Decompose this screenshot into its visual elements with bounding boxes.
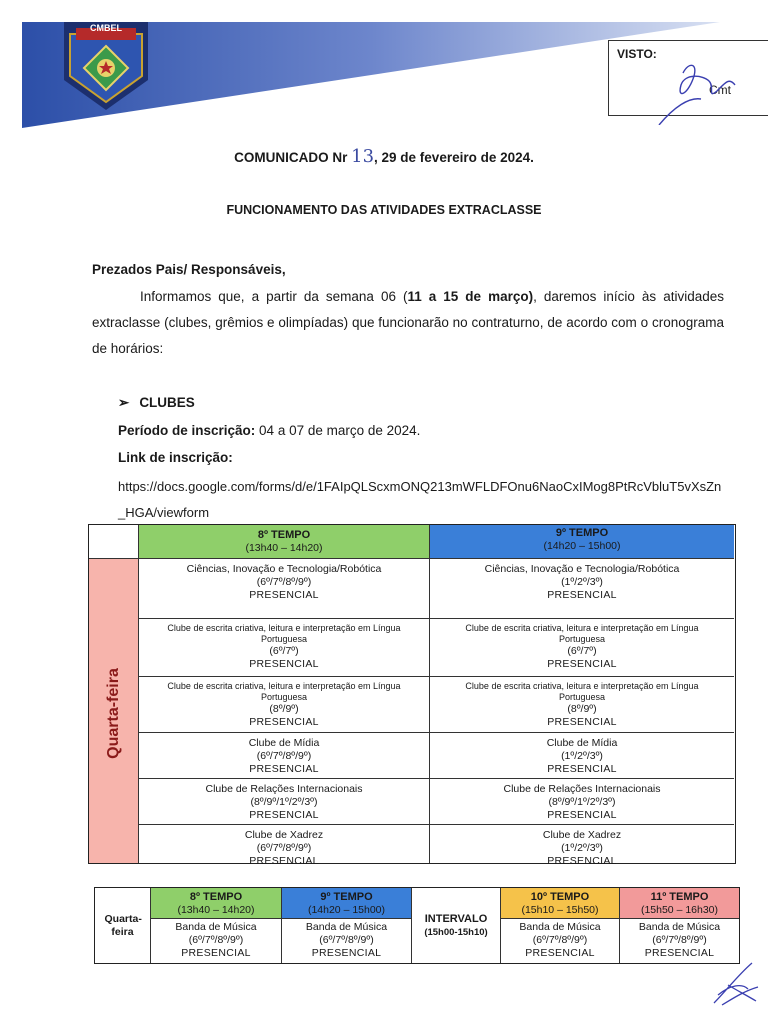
cell-grades: (1º/2º/3º) bbox=[561, 576, 603, 588]
intervalo-cell bbox=[412, 888, 501, 963]
cell-name: Clube de escrita criativa, leitura e interpretação em Língua Portuguesa bbox=[465, 623, 699, 644]
periodo-label: Período de inscrição: bbox=[118, 423, 256, 438]
cell-mode: PRESENCIAL bbox=[249, 809, 319, 821]
cell-mode: PRESENCIAL bbox=[249, 855, 319, 867]
header-time: (14h20 – 15h00) bbox=[307, 904, 386, 916]
cell-grades: (8º/9º/1º/2º/3º) bbox=[250, 796, 318, 808]
cell-mode: PRESENCIAL bbox=[547, 589, 617, 601]
table-cell-left bbox=[139, 559, 430, 619]
cell-grades: (8º/9º) bbox=[567, 703, 597, 715]
cell-mode: PRESENCIAL bbox=[311, 947, 382, 959]
header-time: (14h20 – 15h00) bbox=[543, 540, 621, 552]
cell-grades: (1º/2º/3º) bbox=[561, 842, 603, 854]
cell-name: Clube de escrita criativa, leitura e interpretação em Língua Portuguesa bbox=[167, 623, 401, 644]
table-cell-left bbox=[139, 677, 430, 733]
header-tempo-2 bbox=[501, 888, 620, 919]
link-label: Link de inscrição: bbox=[118, 450, 233, 465]
page-title bbox=[0, 146, 768, 167]
header-time: (15h10 – 15h50) bbox=[521, 904, 599, 916]
cell-name: Clube de Mídia bbox=[248, 737, 320, 749]
para-part2: , daremos início às atividades extraclasse (clubes, grêmios e olimpíadas) que funcionarão no contraturno, de acordo com o cronograma de horários: bbox=[92, 289, 724, 356]
header-tempo-0 bbox=[151, 888, 282, 919]
header-tempo-1 bbox=[282, 888, 412, 919]
table-cell-right bbox=[430, 733, 734, 779]
clubes-heading bbox=[118, 395, 195, 411]
cell-grades: (6º/7º) bbox=[269, 645, 299, 657]
cell-name: Clube de Mídia bbox=[546, 737, 618, 749]
cell-name: Clube de Xadrez bbox=[542, 829, 622, 841]
cell-name: Ciências, Inovação e Tecnologia/Robótica bbox=[186, 563, 382, 575]
table-cell-right bbox=[430, 825, 734, 867]
header-title: 8º TEMPO bbox=[257, 529, 311, 541]
cell-name: Banda de Música bbox=[305, 921, 388, 933]
header-title: 11º TEMPO bbox=[650, 891, 709, 903]
intervalo-time: (15h00-15h10) bbox=[424, 926, 488, 938]
day-label: Quarta-feira bbox=[104, 912, 142, 938]
corner-cell bbox=[89, 525, 139, 559]
cell-mode: PRESENCIAL bbox=[547, 809, 617, 821]
table-cell-right bbox=[430, 559, 734, 619]
table-cell-right bbox=[430, 677, 734, 733]
cell-mode: PRESENCIAL bbox=[249, 589, 319, 601]
title-number: 13 bbox=[351, 146, 375, 167]
cell-grades: (6º/7º/8º/9º) bbox=[319, 934, 374, 946]
school-crest-icon bbox=[60, 22, 152, 112]
cell-name: Clube de Relações Internacionais bbox=[205, 783, 363, 795]
header-title: 9º TEMPO bbox=[320, 891, 373, 903]
header-tempo-3 bbox=[620, 888, 739, 919]
link-url[interactable]: https://docs.google.com/forms/d/e/1FAIpQLScxmONQ213mWFLDFOnu6NaoCxIMog8PtRcVbluT5vXsZn_HGA/viewform bbox=[118, 479, 722, 520]
table-cell-left bbox=[139, 825, 430, 867]
header-title: 8º TEMPO bbox=[189, 891, 243, 903]
cell-mode: PRESENCIAL bbox=[249, 763, 319, 775]
banda-schedule-table bbox=[94, 887, 740, 964]
cell-mode: PRESENCIAL bbox=[547, 658, 617, 670]
day-column bbox=[89, 559, 139, 863]
cell-name: Clube de escrita criativa, leitura e interpretação em Língua Portuguesa bbox=[167, 681, 401, 702]
cell-grades: (6º/7º/8º/9º) bbox=[532, 934, 588, 946]
table-cell bbox=[501, 919, 620, 963]
header-title: 10º TEMPO bbox=[530, 891, 590, 903]
para-bold: 11 a 15 de março) bbox=[407, 289, 534, 304]
visto-box bbox=[608, 40, 768, 116]
cell-name: Banda de Música bbox=[519, 921, 601, 933]
title-prefix: COMUNICADO Nr bbox=[234, 150, 348, 165]
intro-paragraph bbox=[92, 284, 724, 362]
header-time: (15h50 – 16h30) bbox=[640, 904, 719, 916]
cell-mode: PRESENCIAL bbox=[547, 763, 617, 775]
table-cell-left bbox=[139, 779, 430, 825]
cell-grades: (6º/7º/8º/9º) bbox=[652, 934, 707, 946]
periodo-value: 04 a 07 de março de 2024. bbox=[255, 423, 421, 438]
greeting: Prezados Pais/ Responsáveis, bbox=[92, 262, 286, 277]
table-cell bbox=[151, 919, 282, 963]
corner-signature-icon bbox=[708, 955, 764, 1011]
cell-name: Clube de Xadrez bbox=[244, 829, 324, 841]
cell-grades: (6º/7º/8º/9º) bbox=[256, 576, 312, 588]
table-cell bbox=[282, 919, 412, 963]
cell-grades: (8º/9º/1º/2º/3º) bbox=[548, 796, 616, 808]
cell-grades: (6º/7º/8º/9º) bbox=[256, 750, 312, 762]
day-cell bbox=[95, 888, 151, 963]
clubes-title: CLUBES bbox=[139, 395, 195, 410]
table-cell-left bbox=[139, 733, 430, 779]
cell-name: Ciências, Inovação e Tecnologia/Robótica bbox=[484, 563, 680, 575]
arrow-bullet-icon: ➢ bbox=[118, 395, 130, 410]
cell-grades: (6º/7º/8º/9º) bbox=[256, 842, 312, 854]
cmt-label: Cmt bbox=[709, 83, 731, 97]
cell-name: Clube de Relações Internacionais bbox=[503, 783, 661, 795]
header-9-tempo bbox=[430, 525, 734, 559]
cell-mode: PRESENCIAL bbox=[181, 947, 251, 959]
cell-grades: (6º/7º) bbox=[567, 645, 597, 657]
table-cell-right bbox=[430, 779, 734, 825]
cell-mode: PRESENCIAL bbox=[249, 716, 319, 728]
table-cell-left bbox=[139, 619, 430, 677]
cell-name: Banda de Música bbox=[175, 921, 257, 933]
cell-mode: PRESENCIAL bbox=[525, 947, 595, 959]
title-suffix: , 29 de fevereiro de 2024. bbox=[374, 150, 534, 165]
cell-name: Clube de escrita criativa, leitura e interpretação em Língua Portuguesa bbox=[465, 681, 699, 702]
header-8-tempo bbox=[139, 525, 430, 559]
clubes-schedule-table bbox=[88, 524, 736, 867]
table-cell-right bbox=[430, 619, 734, 677]
subtitle: FUNCIONAMENTO DAS ATIVIDADES EXTRACLASSE bbox=[226, 203, 542, 217]
cell-mode: PRESENCIAL bbox=[249, 658, 319, 670]
cell-name: Banda de Música bbox=[638, 921, 721, 933]
cell-mode: PRESENCIAL bbox=[644, 947, 715, 959]
header-time: (13h40 – 14h20) bbox=[245, 542, 323, 554]
header-time: (13h40 – 14h20) bbox=[177, 904, 255, 916]
cell-grades: (6º/7º/8º/9º) bbox=[188, 934, 244, 946]
crest-text: CMBEL bbox=[90, 23, 122, 33]
periodo-inscricao bbox=[118, 423, 420, 438]
cell-mode: PRESENCIAL bbox=[547, 855, 617, 867]
visto-label: VISTO: bbox=[617, 47, 657, 61]
signature-icon bbox=[619, 55, 768, 125]
header-title: 9º TEMPO bbox=[555, 527, 609, 539]
intervalo-title: INTERVALO bbox=[424, 912, 488, 925]
cell-grades: (8º/9º) bbox=[269, 703, 299, 715]
day-label: Quarta-feira bbox=[105, 667, 123, 759]
cell-mode: PRESENCIAL bbox=[547, 716, 617, 728]
cell-grades: (1º/2º/3º) bbox=[561, 750, 603, 762]
para-part1: Informamos que, a partir da semana 06 ( bbox=[140, 289, 408, 304]
